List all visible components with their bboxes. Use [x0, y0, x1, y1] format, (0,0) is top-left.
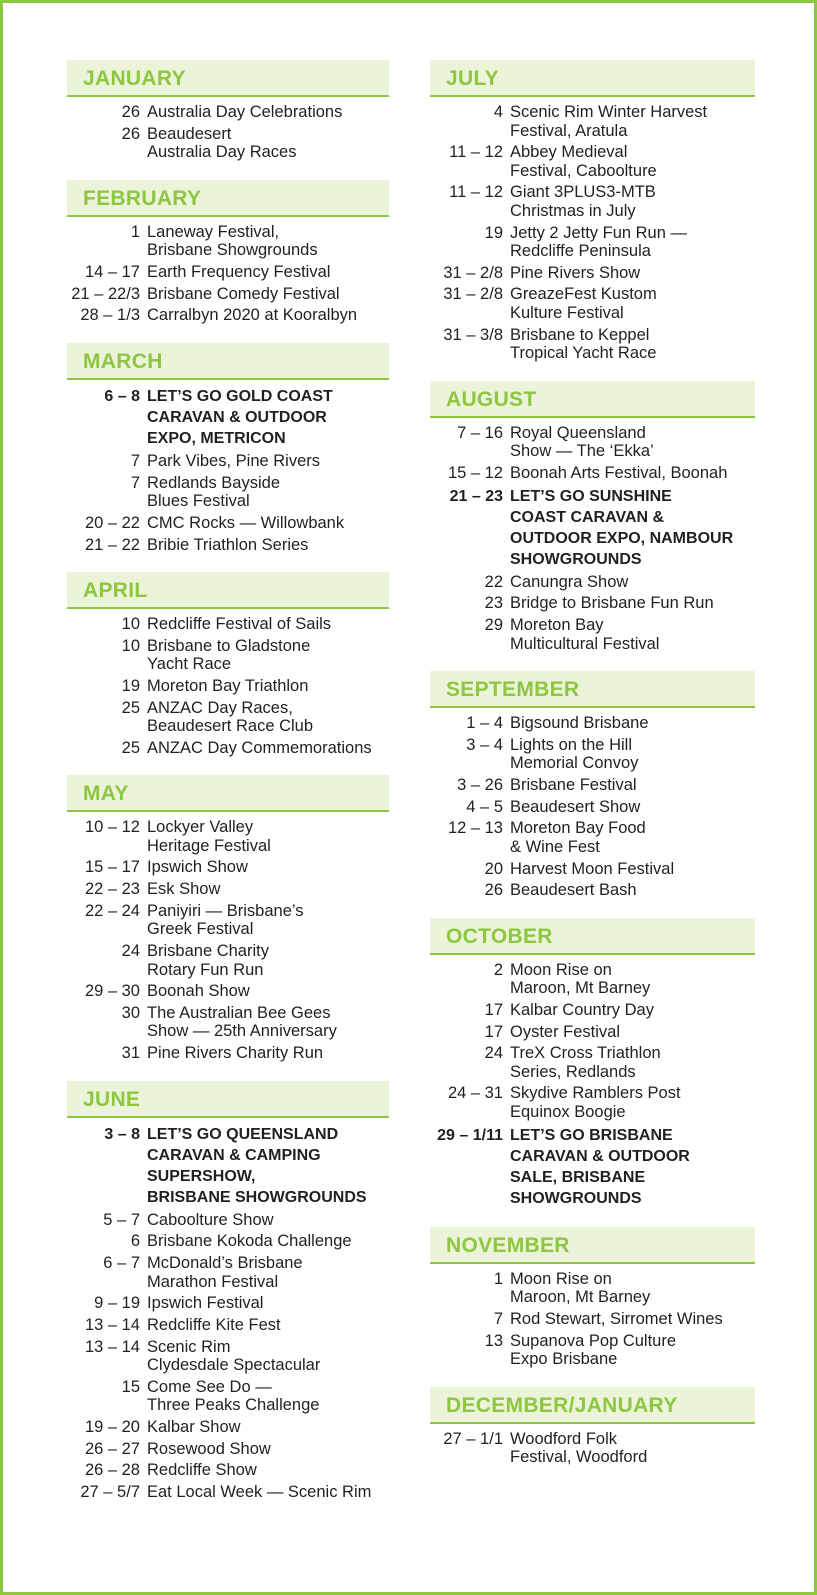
event-date: 29 – 1/11 [437, 1126, 503, 1144]
event-row [67, 880, 389, 899]
event-name: Lockyer Valley Heritage Festival [147, 818, 271, 855]
event-date: 22 [484, 572, 503, 591]
event-row [430, 573, 755, 592]
event-name: Brisbane to Keppel Tropical Yacht Race [510, 325, 657, 363]
month-header: DECEMBER/JANUARY [430, 1387, 755, 1424]
event-date: 25 [121, 698, 140, 717]
featured-event-row [67, 386, 389, 449]
event-name: McDonald’s Brisbane Marathon Festival [147, 1254, 303, 1291]
event-date: 31 – 3/8 [443, 325, 503, 344]
event-date: 7 [130, 451, 140, 470]
event-name: Laneway Festival, Brisbane Showgrounds [147, 222, 318, 260]
event-date: 22 – 23 [84, 880, 140, 899]
event-date: 10 [121, 636, 140, 655]
event-date: 17 [484, 1022, 503, 1041]
month-section-august [430, 381, 755, 653]
month-header: JULY [430, 60, 755, 97]
event-name: Boonah Arts Festival, Boonah [510, 463, 728, 482]
event-name: Kalbar Show [147, 1418, 241, 1437]
event-list [430, 97, 755, 363]
event-row [430, 1310, 755, 1329]
event-date: 13 [484, 1331, 503, 1350]
event-name: Boonah Show [147, 982, 250, 1001]
event-name: LET’S GO QUEENSLAND CARAVAN & CAMPING SUPERSHOW, BRISBANE SHOWGROUNDS [147, 1125, 367, 1206]
event-name: Park Vibes, Pine Rivers [147, 451, 321, 470]
event-row [430, 1084, 755, 1121]
event-row [67, 285, 389, 304]
event-row [430, 736, 755, 773]
event-name: Harvest Moon Festival [510, 859, 675, 878]
event-name: Woodford Folk Festival, Woodford [510, 1429, 648, 1466]
event-row [430, 881, 755, 900]
month-section-april [67, 572, 389, 757]
event-row [430, 1023, 755, 1042]
event-name: Giant 3PLUS3-MTB Christmas in July [510, 183, 656, 220]
event-name: The Australian Bee Gees Show — 25th Anniversary [147, 1003, 337, 1041]
event-row [67, 1378, 389, 1415]
event-name: Carralbyn 2020 at Kooralbyn [147, 306, 358, 325]
event-date: 6 – 7 [103, 1254, 140, 1273]
event-date: 17 [484, 1000, 503, 1019]
event-row [430, 1270, 755, 1307]
event-date: 13 – 14 [84, 1316, 140, 1334]
month-header: MARCH [67, 343, 389, 380]
event-row [67, 1294, 389, 1313]
event-name: Brisbane Charity Rotary Fun Run [147, 942, 269, 979]
event-date: 26 – 28 [84, 1461, 140, 1480]
month-section-march [67, 343, 389, 554]
event-date: 30 [121, 1003, 140, 1022]
event-row [67, 536, 389, 555]
event-date: 28 – 1/3 [80, 306, 140, 325]
event-date: 7 [130, 473, 140, 492]
event-row [67, 677, 389, 696]
event-name: Brisbane Comedy Festival [147, 284, 340, 303]
event-date: 6 [130, 1232, 140, 1251]
event-row [67, 637, 389, 674]
month-section-july [430, 60, 755, 363]
event-name: Scenic Rim Winter Harvest Festival, Aratula [510, 103, 708, 140]
event-row [430, 776, 755, 795]
event-date: 1 [493, 1269, 503, 1288]
month-section-february [67, 180, 389, 325]
event-name: ANZAC Day Commemorations [147, 738, 372, 757]
event-name: Moreton Bay Food & Wine Fest [510, 819, 646, 856]
event-row [430, 616, 755, 653]
event-name: Canungra Show [510, 572, 629, 591]
event-row [430, 1332, 755, 1369]
event-name: Pine Rivers Charity Run [147, 1044, 324, 1063]
event-list [430, 1264, 755, 1369]
event-date: 10 [121, 615, 140, 633]
event-row [67, 858, 389, 877]
event-name: Oyster Festival [510, 1022, 621, 1041]
month-section-october [430, 918, 755, 1209]
event-list [430, 418, 755, 653]
event-date: 15 – 12 [447, 463, 503, 482]
event-date: 31 – 2/8 [443, 285, 503, 304]
month-header: APRIL [67, 572, 389, 609]
event-name: Scenic Rim Clydesdale Spectacular [147, 1337, 321, 1375]
event-date: 19 [484, 223, 503, 242]
event-date: 25 [121, 738, 140, 757]
event-row [430, 860, 755, 879]
event-date: 9 – 19 [94, 1294, 140, 1313]
month-header: MAY [67, 775, 389, 812]
event-date: 23 [484, 594, 503, 613]
event-row [430, 264, 755, 283]
event-row [67, 1338, 389, 1375]
event-row [430, 224, 755, 261]
left-column [67, 60, 389, 1520]
event-date: 10 – 12 [84, 818, 140, 837]
event-row [430, 714, 755, 733]
event-row [67, 514, 389, 533]
event-date: 11 – 12 [449, 183, 503, 202]
event-row [430, 464, 755, 483]
event-date: 14 – 17 [84, 262, 140, 281]
event-row [67, 818, 389, 855]
event-date: 13 – 14 [84, 1337, 140, 1356]
event-name: Jetty 2 Jetty Fun Run — Redcliffe Peninsula [510, 223, 687, 261]
event-date: 26 – 27 [84, 1439, 140, 1458]
month-section-june [67, 1081, 389, 1502]
event-name: Moon Rise on Maroon, Mt Barney [510, 1269, 651, 1307]
event-date: 26 [121, 103, 140, 121]
event-row [67, 1232, 389, 1251]
event-date: 2 [493, 960, 503, 979]
right-column [430, 60, 755, 1485]
event-name: Moreton Bay Triathlon [147, 676, 309, 695]
event-date: 15 – 17 [84, 858, 140, 877]
event-row [430, 103, 755, 140]
event-date: 4 – 5 [466, 797, 503, 816]
event-list [430, 955, 755, 1209]
event-row [430, 1430, 755, 1467]
event-name: Bridge to Brisbane Fun Run [510, 594, 714, 613]
month-section-september [430, 671, 755, 900]
event-row [430, 183, 755, 220]
month-section-december-january [430, 1387, 755, 1467]
featured-event-row [430, 486, 755, 570]
event-row [67, 1211, 389, 1230]
event-name: Beaudesert Australia Day Races [147, 124, 297, 162]
event-row [67, 1316, 389, 1335]
event-name: Rod Stewart, Sirromet Wines [510, 1309, 723, 1328]
event-row [67, 474, 389, 511]
event-date: 21 – 22/3 [71, 284, 140, 303]
event-name: Come See Do — Three Peaks Challenge [147, 1377, 320, 1415]
event-name: Skydive Ramblers Post Equinox Boogie [510, 1084, 681, 1121]
event-row [430, 798, 755, 817]
event-date: 29 [484, 616, 503, 635]
event-name: LET’S GO BRISBANE CARAVAN & OUTDOOR SALE, BRISBANE SHOWGROUNDS [510, 1126, 690, 1207]
event-date: 7 – 16 [457, 423, 503, 442]
event-list [67, 97, 389, 162]
event-date: 4 [493, 103, 503, 121]
event-row [67, 452, 389, 471]
event-row [67, 1483, 389, 1502]
event-date: 11 – 12 [449, 143, 503, 162]
event-date: 6 – 8 [104, 387, 140, 405]
event-row [67, 902, 389, 939]
month-header: JUNE [67, 1081, 389, 1118]
event-row [430, 326, 755, 363]
month-section-may [67, 775, 389, 1062]
event-date: 19 [121, 676, 140, 695]
event-date: 20 [484, 859, 503, 878]
event-name: Esk Show [147, 880, 221, 899]
event-name: Brisbane Festival [510, 775, 637, 794]
event-name: Lights on the Hill Memorial Convoy [510, 735, 639, 773]
event-row [430, 424, 755, 461]
month-section-november [430, 1227, 755, 1369]
event-name: Supanova Pop Culture Expo Brisbane [510, 1331, 677, 1368]
event-row [430, 594, 755, 613]
event-date: 3 – 4 [466, 735, 503, 754]
event-date: 1 – 4 [466, 714, 503, 733]
event-row [430, 961, 755, 998]
event-name: LET’S GO SUNSHINE COAST CARAVAN & OUTDOOR EXPO, NAMBOUR SHOWGROUNDS [510, 487, 734, 568]
featured-event-row [430, 1125, 755, 1209]
event-list [430, 1424, 755, 1467]
event-row [67, 1044, 389, 1063]
event-name: Brisbane to Gladstone Yacht Race [147, 636, 311, 674]
event-date: 29 – 30 [84, 982, 140, 1001]
event-list [67, 217, 389, 325]
event-list [67, 1118, 389, 1502]
featured-event-row [67, 1124, 389, 1208]
event-date: 27 – 1/1 [443, 1429, 503, 1448]
event-row [67, 103, 389, 122]
event-date: 19 – 20 [84, 1418, 140, 1437]
event-name: Kalbar Country Day [510, 1000, 654, 1019]
month-header: SEPTEMBER [430, 671, 755, 708]
month-header: AUGUST [430, 381, 755, 418]
event-date: 5 – 7 [103, 1210, 140, 1229]
event-name: Caboolture Show [147, 1210, 274, 1229]
event-date: 3 – 26 [457, 775, 503, 794]
event-name: Redlands Bayside Blues Festival [147, 473, 280, 511]
event-name: Paniyiri — Brisbane’s Greek Festival [147, 901, 304, 939]
event-date: 1 [130, 222, 140, 241]
event-list [67, 609, 389, 757]
event-name: Redcliffe Festival of Sails [147, 615, 332, 633]
event-list [430, 708, 755, 900]
event-name: Earth Frequency Festival [147, 262, 331, 281]
event-date: 12 – 13 [447, 819, 503, 838]
event-row [67, 982, 389, 1001]
event-name: Moreton Bay Multicultural Festival [510, 616, 660, 653]
event-name: Bribie Triathlon Series [147, 535, 309, 554]
event-date: 20 – 22 [84, 513, 140, 532]
event-row [430, 819, 755, 856]
event-name: Moon Rise on Maroon, Mt Barney [510, 960, 651, 998]
event-date: 22 – 24 [84, 901, 140, 920]
event-date: 27 – 5/7 [80, 1483, 140, 1502]
event-name: GreazeFest Kustom Kulture Festival [510, 285, 657, 322]
event-name: Ipswich Show [147, 858, 248, 877]
event-date: 26 [484, 881, 503, 900]
event-date: 24 – 31 [447, 1084, 503, 1103]
month-header: JANUARY [67, 60, 389, 97]
event-row [67, 125, 389, 162]
event-row [430, 143, 755, 180]
event-row [67, 1418, 389, 1437]
event-date: 31 – 2/8 [443, 263, 503, 282]
event-name: Pine Rivers Show [510, 263, 641, 282]
event-date: 26 [121, 124, 140, 143]
event-name: LET’S GO GOLD COAST CARAVAN & OUTDOOR EXPO, METRICON [147, 387, 333, 447]
event-name: Redcliffe Show [147, 1461, 257, 1480]
event-name: Royal Queensland Show — The ‘Ekka’ [510, 423, 654, 461]
event-row [67, 1004, 389, 1041]
event-name: Ipswich Festival [147, 1294, 264, 1313]
event-row [67, 615, 389, 634]
event-row [67, 942, 389, 979]
month-header: FEBRUARY [67, 180, 389, 217]
event-row [67, 699, 389, 736]
event-name: Beaudesert Show [510, 797, 641, 816]
event-name: Redcliffe Kite Fest [147, 1316, 281, 1334]
event-list [67, 380, 389, 554]
event-row [67, 306, 389, 325]
event-row [67, 263, 389, 282]
event-name: Brisbane Kokoda Challenge [147, 1232, 352, 1251]
event-name: Rosewood Show [147, 1439, 271, 1458]
event-name: Eat Local Week — Scenic Rim [147, 1483, 372, 1502]
event-date: 15 [121, 1377, 140, 1396]
month-header: OCTOBER [430, 918, 755, 955]
event-list [67, 812, 389, 1062]
month-header: NOVEMBER [430, 1227, 755, 1264]
event-date: 24 [121, 942, 140, 960]
event-name: CMC Rocks — Willowbank [147, 513, 345, 532]
event-row [430, 285, 755, 322]
event-name: Australia Day Celebrations [147, 103, 343, 121]
event-name: ANZAC Day Races, Beaudesert Race Club [147, 698, 314, 736]
event-name: Beaudesert Bash [510, 881, 637, 900]
event-date: 31 [121, 1044, 140, 1063]
event-row [67, 1254, 389, 1291]
event-row [430, 1001, 755, 1020]
month-section-january [67, 60, 389, 162]
event-row [67, 1440, 389, 1459]
event-row [67, 739, 389, 758]
event-date: 7 [493, 1309, 503, 1328]
event-row [67, 1461, 389, 1480]
event-name: TreX Cross Triathlon Series, Redlands [510, 1044, 661, 1081]
event-date: 24 [484, 1044, 503, 1063]
event-name: Abbey Medieval Festival, Caboolture [510, 143, 657, 180]
event-name: Bigsound Brisbane [510, 714, 649, 733]
event-date: 21 – 22 [84, 535, 140, 554]
event-row [430, 1044, 755, 1081]
event-row [67, 223, 389, 260]
event-date: 21 – 23 [449, 487, 503, 505]
event-date: 3 – 8 [104, 1125, 140, 1143]
